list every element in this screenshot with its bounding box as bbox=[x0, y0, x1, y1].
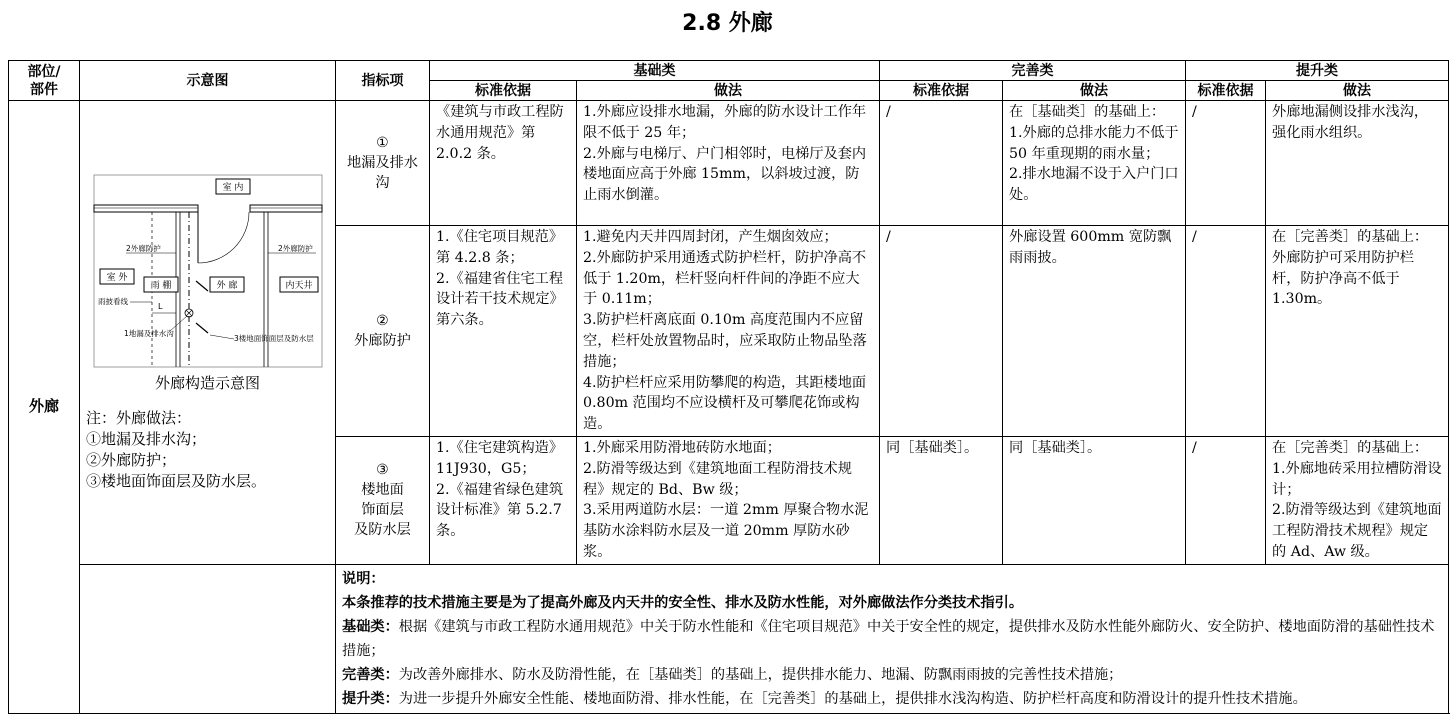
part-name: 外廊 bbox=[9, 101, 80, 714]
header-improved-method: 做法 bbox=[1003, 81, 1186, 101]
row1-basic-standard: 《建筑与市政工程防水通用规范》第 2.0.2 条。 bbox=[430, 101, 577, 226]
header-improved: 完善类 bbox=[880, 61, 1186, 81]
diagram-label-outdoor: 室 外 bbox=[106, 272, 127, 283]
explanation-heading: 说明： bbox=[342, 570, 385, 587]
row2-improved-method: 外廊设置 600mm 宽防飘雨雨披。 bbox=[1003, 226, 1186, 437]
diagram-label-courtyard: 内天井 bbox=[284, 280, 313, 291]
row1-improved-method: 在［基础类］的基础上： 1.外廊的总排水能力不低于 50 年重现期的雨水量； 2.排水地漏不设于入户门口处。 bbox=[1003, 101, 1186, 226]
row3-upgraded-method: 在［完善类］的基础上： 1.外廊地砖采用拉槽防滑设计； 2.防滑等级达到《建筑地面工程防滑技术规程》规定的 Ad、Aw 级。 bbox=[1266, 436, 1449, 564]
explanation-summary: 本条推荐的技术措施主要是为了提高外廊及内天井的安全性、排水及防水性能，对外廊做法作分类技术指引。 bbox=[342, 594, 1024, 611]
explanation-basic: 基础类：根据《建筑与市政工程防水通用规范》中关于防水性能和《住宅项目规范》中关于安全性的规定，提供排水及防水性能外廊防火、安全防护、楼地面防滑的基础性技术措施； bbox=[342, 618, 1435, 659]
row3-improved-standard: 同［基础类］。 bbox=[880, 436, 1003, 564]
note-item: ②外廊防护； bbox=[86, 450, 177, 469]
explanation bbox=[336, 564, 1449, 713]
row3-basic-method: 1.外廊采用防滑地砖防水地面； 2.防滑等级达到《建筑地面工程防滑技术规程》规定的 Bd、Bw 级； 3.采用两道防水层：一道 2mm 厚聚合物水泥基防水涂料防水层及一道 20mm 厚防水砂浆。 bbox=[577, 436, 880, 564]
row1-improved-standard: / bbox=[880, 101, 1003, 226]
note-title: 注：外廊做法： bbox=[86, 408, 192, 427]
diagram-label-guard-left: 2外廊防护 bbox=[125, 243, 161, 253]
indicator-floor: ③ 楼地面 饰面层 及防水层 bbox=[336, 436, 430, 564]
header-indicator: 指标项 bbox=[336, 61, 430, 101]
diagram-label-guard-right: 2外廊防护 bbox=[277, 243, 313, 253]
row2-basic-method: 1.避免内天井四周封闭，产生烟囱效应； 2.外廊防护采用通透式防护栏杆，防护净高不低于 1.20m，栏杆竖向杆件间的净距不应大于 0.11m； 3.防护栏杆离底面 0.10m 高度范围内不应留空，栏杆处放置物品时，应采取防止物品坠落措施； 4.防护栏杆应采用防攀爬的构造，其距楼地面 0.80m 范围均不应设横杆及可攀爬花饰或构造。 bbox=[577, 226, 880, 437]
diagram-label-canopy-line: 雨披看线 bbox=[97, 296, 128, 306]
header-improved-standard: 标准依据 bbox=[880, 81, 1003, 101]
note-item: ③楼地面饰面层及防水层。 bbox=[86, 471, 267, 490]
diagram-label-corridor: 外 廊 bbox=[216, 280, 237, 291]
row1-basic-method: 1.外廊应设排水地漏，外廊的防水设计工作年限不低于 25 年； 2.外廊与电梯厅、户门相邻时，电梯厅及套内楼地面应高于外廊 15mm，以斜坡过渡，防止雨水倒灌。 bbox=[577, 101, 880, 226]
diagram-notes bbox=[86, 408, 329, 492]
indicator-guard: ② 外廊防护 bbox=[336, 226, 430, 437]
diagram-label-floor: 3楼地面饰面层及防水层 bbox=[233, 333, 314, 343]
row2-upgraded-method: 在［完善类］的基础上： 外廊防护可采用防护栏杆，防护净高不低于 1.30m。 bbox=[1266, 226, 1449, 437]
row1-upgraded-method: 外廊地漏侧设排水浅沟，强化雨水组织。 bbox=[1266, 101, 1449, 226]
corridor-spec-table bbox=[8, 60, 1449, 714]
header-basic-method: 做法 bbox=[577, 81, 880, 101]
note-item: ①地漏及排水沟； bbox=[86, 429, 207, 448]
diagram-label-canopy: 雨 棚 bbox=[150, 280, 171, 291]
diagram-caption: 外廊构造示意图 bbox=[154, 373, 260, 392]
diagram-label-indoor: 室 内 bbox=[222, 182, 243, 193]
diagram-label-drain: 1地漏及排水沟 bbox=[123, 328, 174, 338]
corridor-diagram bbox=[92, 173, 324, 369]
header-upgraded-method: 做法 bbox=[1266, 81, 1449, 101]
header-upgraded-standard: 标准依据 bbox=[1186, 81, 1266, 101]
explanation-improved: 完善类：为改善外廊排水、防水及防滑性能，在［基础类］的基础上，提供排水能力、地漏、防飘雨雨披的完善性技术措施； bbox=[342, 666, 1123, 683]
row3-upgraded-standard: / bbox=[1186, 436, 1266, 564]
diagram-footer-cell bbox=[80, 564, 336, 713]
header-basic-standard: 标准依据 bbox=[430, 81, 577, 101]
diagram-cell bbox=[80, 101, 336, 565]
row1-upgraded-standard: / bbox=[1186, 101, 1266, 226]
indicator-drain: ① 地漏及排水 沟 bbox=[336, 101, 430, 226]
header-upgraded: 提升类 bbox=[1186, 61, 1449, 81]
row2-improved-standard: / bbox=[880, 226, 1003, 437]
explanation-upgraded: 提升类：为进一步提升外廊安全性能、楼地面防滑、排水性能，在［完善类］的基础上，提供排水浅沟构造、防护栏杆高度和防滑设计的提升性技术措施。 bbox=[342, 690, 1307, 707]
row2-upgraded-standard: / bbox=[1186, 226, 1266, 437]
row3-basic-standard: 1.《住宅建筑构造》11J930，G5； 2.《福建省绿色建筑设计标准》第 5.2.7 条。 bbox=[430, 436, 577, 564]
header-basic: 基础类 bbox=[430, 61, 880, 81]
row2-basic-standard: 1.《住宅项目规范》第 4.2.8 条； 2.《福建省住宅工程设计若干技术规定》第六条。 bbox=[430, 226, 577, 437]
header-part: 部位/ 部件 bbox=[9, 61, 80, 101]
header-diagram: 示意图 bbox=[80, 61, 336, 101]
row3-improved-method: 同［基础类］。 bbox=[1003, 436, 1186, 564]
page-title: 2.8 外廊 bbox=[682, 11, 773, 36]
svg-text:L: L bbox=[157, 301, 162, 311]
